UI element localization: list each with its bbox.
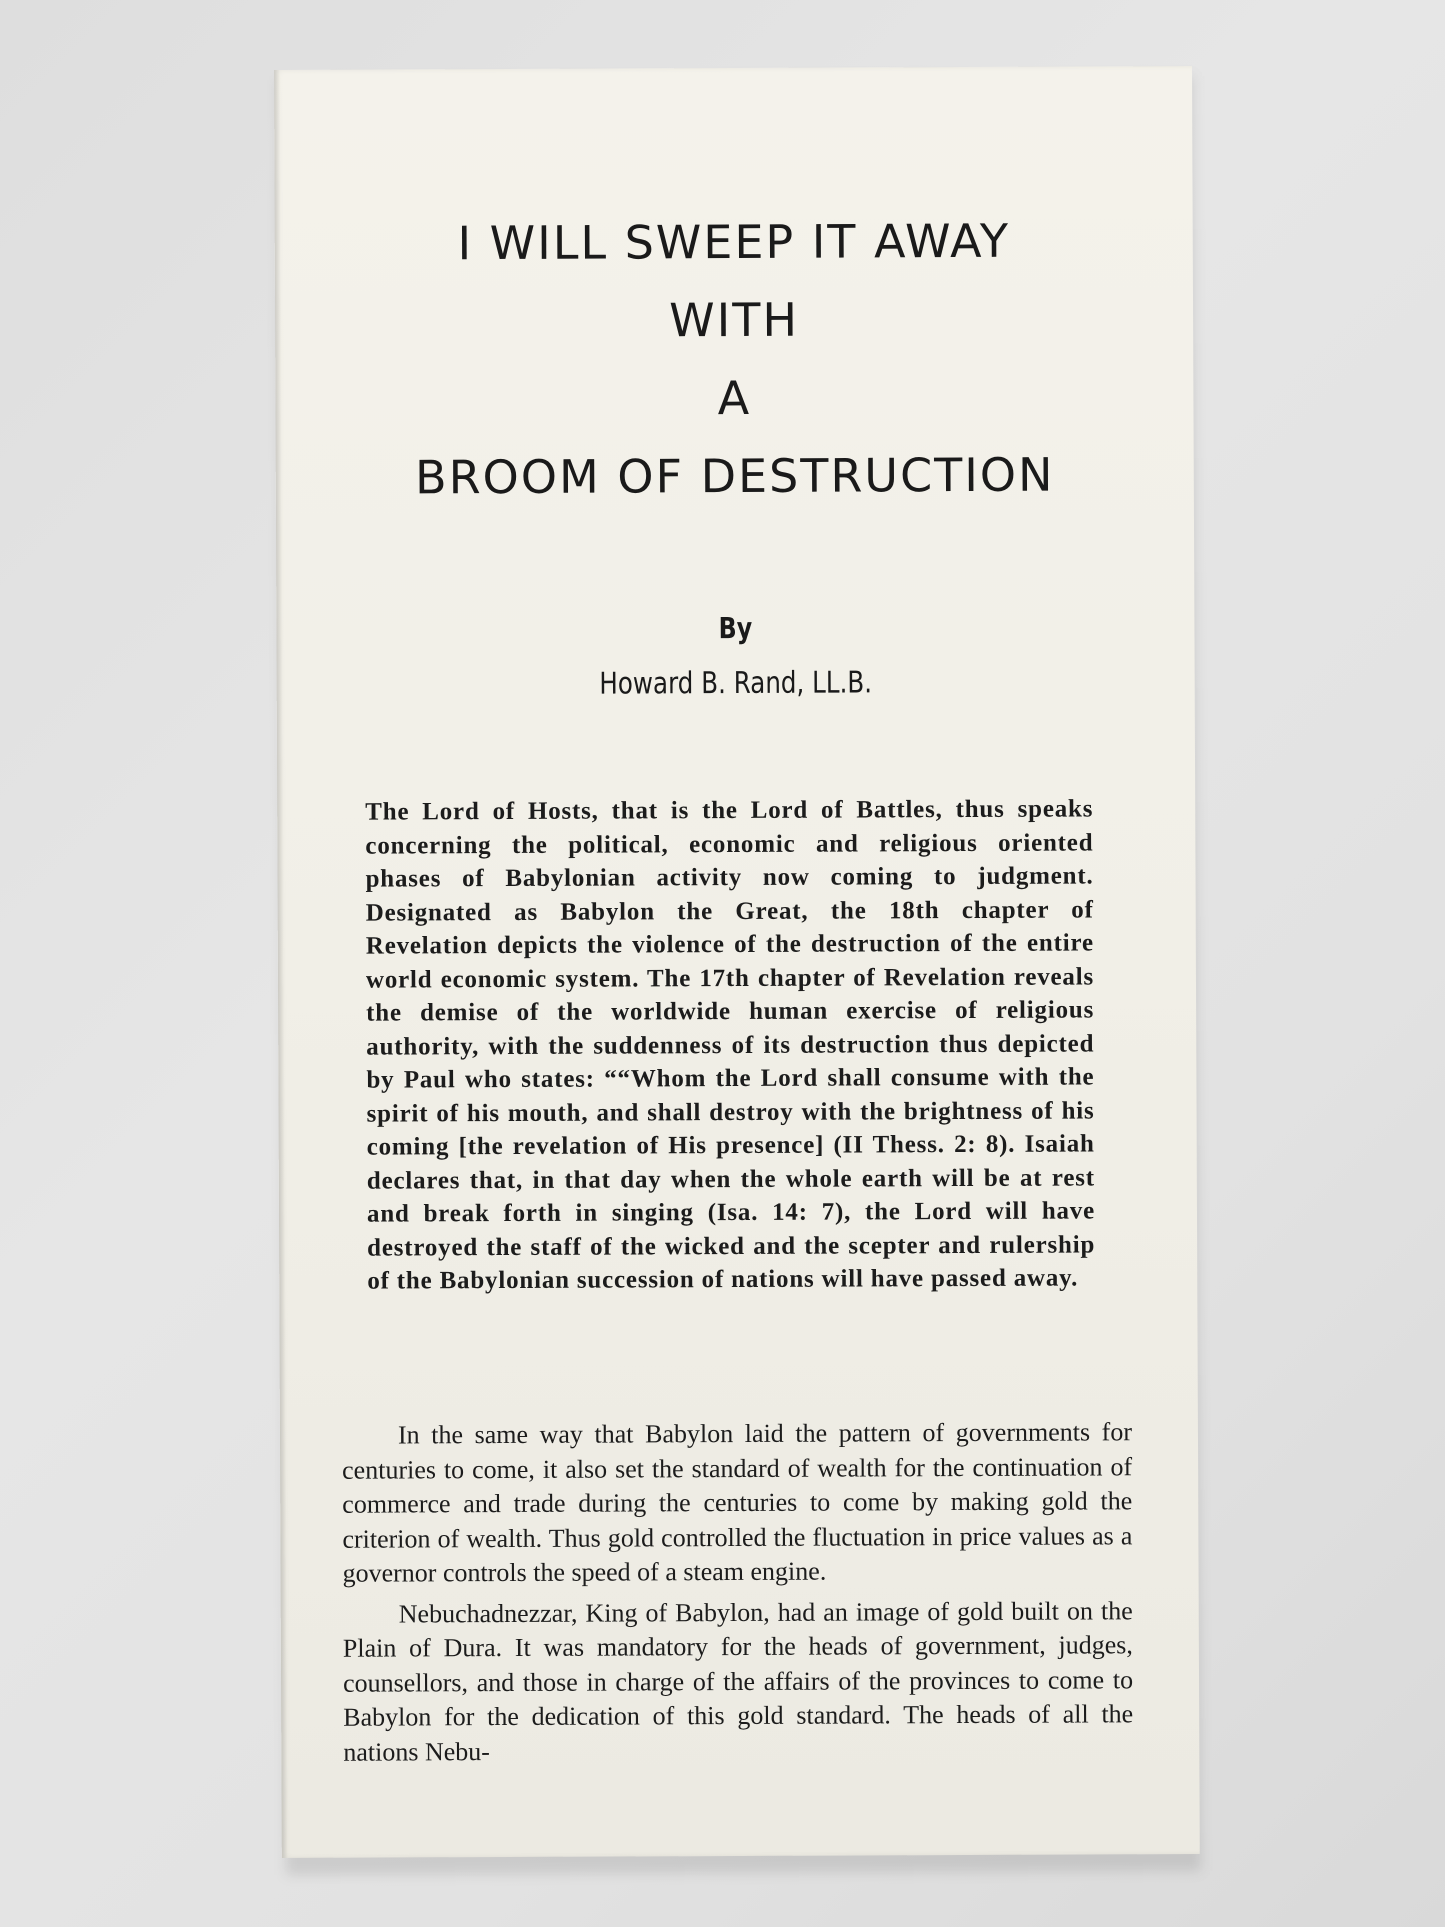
author-name: Howard B. Rand, LL.B. [599,665,873,702]
body-paragraph-2: Nebuchadnezzar, King of Babylon, had an image of gold built on the Plain of Dura. It was mandatory for the heads of government, judges, counsellors, and those in charge of the affairs of the provinces to come to Babylon for the dedication of this gold standard. The heads of all the nations Nebu- [342,1595,1134,1767]
title-line-3: A [717,370,752,426]
body-paragraph-1: In the same way that Babylon laid the pattern of governments for centuries to come, it also set the standard of wealth for the continuation of commerce and trade during the centuries to come by making gold the criterion of wealth. Thus gold controlled the fluctuation in price values as a governor controls the speed of a steam engine. [342,1417,1133,1588]
lead-paragraph: The Lord of Hosts, that is the Lord of Battles, thus speaks concerning the political, economic and religious oriented phases of Babylonian activity now coming to judgment. Designated as Babylon the Great, the 18th chapter of Revelation depicts the violence of the destruction of the entire world economic system. The 17th chapter of Revelation reveals the demise of the worldwide human exercise of religious authority, with the suddenness of its destruction thus depicted by Paul who states: ““Whom the Lord shall consume with the spirit of his mouth, and shall destroy with the brightness of his coming [the revelation of His presence] (II Thess. 2: 8). Isaiah declares that, in that day when the whole earth will be at rest and break forth in singing (Isa. 14: 7), the Lord will have destroyed the staff of the wicked and the scepter and rulership of the Babylonian succession of nations will have passed away. [365,795,1096,1295]
title-line-2: WITH [669,292,800,348]
title-line-1: I WILL SWEEP IT AWAY [457,213,1011,271]
pamphlet-page [274,66,1200,1858]
by-label: By [718,610,753,646]
byline [276,604,1194,706]
body-text [342,1415,1134,1775]
pamphlet-title [275,201,1194,517]
title-line-4: BROOM OF DESTRUCTION [414,447,1055,505]
